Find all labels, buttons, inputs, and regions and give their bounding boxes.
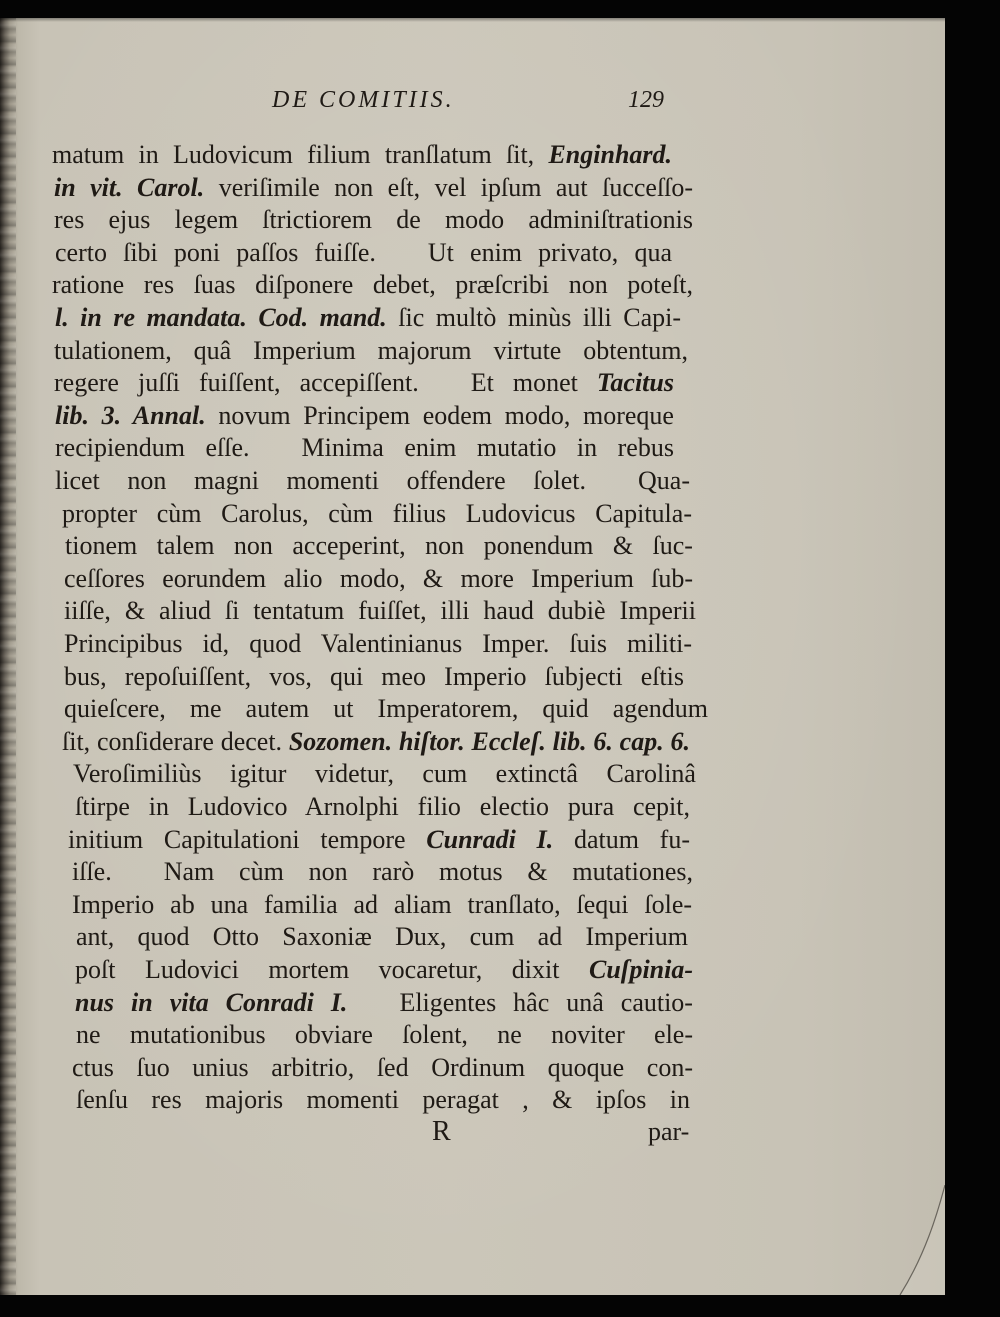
italic-citation: nus in vita Conradi I.: [75, 987, 348, 1017]
text-line-content: [72, 1052, 693, 1085]
text-line: [65, 530, 693, 563]
text-segment: datum fu-: [553, 824, 690, 854]
text-line-content: [72, 889, 692, 922]
text-segment: ant, quod Otto Saxoniæ Dux, cum ad Imperium: [76, 922, 688, 952]
text-line: [72, 856, 693, 889]
text-line: [64, 661, 684, 694]
text-line-content: [76, 921, 688, 954]
text-line: [72, 1052, 693, 1085]
text-segment: veriſimile non eſt, vel ipſum aut ſucceſſo-: [204, 172, 694, 202]
text-segment: certo ſibi poni paſſos fuiſſe. Ut enim privato, qua: [55, 237, 672, 267]
text-segment: ſtirpe in Ludovico Arnolphi filio electio pura cepit,: [75, 792, 690, 821]
text-segment: ſit, conſiderare decet.: [62, 726, 289, 756]
text-line-content: [62, 498, 692, 531]
text-line-content: [62, 726, 690, 759]
running-title: DE COMITIIS.: [272, 87, 455, 113]
text-line: [75, 954, 693, 987]
text-segment: bus, repoſuiſſent, vos, qui meo Imperio ſubjecti eſtis: [64, 661, 685, 691]
text-segment: matum in Ludovicum filium tranſlatum ſit,: [52, 140, 549, 169]
text-line: [54, 367, 674, 400]
text-line-content: [65, 530, 693, 563]
text-line: [55, 237, 672, 270]
text-line-content: [76, 1084, 690, 1117]
text-segment: Imperio ab una familia ad aliam tranſlato, ſequi ſole-: [72, 889, 693, 919]
text-line: [64, 595, 696, 628]
catchword: par-: [648, 1117, 690, 1146]
text-segment: Eligentes hâc unâ cautio-: [347, 987, 693, 1017]
text-line-content: [72, 856, 693, 889]
text-segment: res ejus legem ſtrictiorem de modo adminiſtrationis: [54, 205, 694, 235]
text-line: [73, 758, 696, 791]
text-line-content: [68, 824, 690, 857]
text-line: [55, 432, 674, 465]
italic-citation: Cuſpinia-: [588, 955, 694, 984]
text-line: [55, 465, 690, 498]
text-line-content: [76, 1019, 693, 1052]
text-segment: tionem talem non acceperint, non ponendum & ſuc-: [65, 531, 693, 561]
text-line: [62, 726, 690, 759]
italic-citation: Enginhard.: [548, 140, 673, 169]
text-segment: ratione res ſuas diſponere debet, præſcribi non poteſt,: [52, 270, 694, 300]
italic-citation: lib. 3. Annal.: [55, 400, 206, 430]
text-segment: ſic multò minùs illi Capi-: [386, 303, 681, 332]
text-line-content: [64, 628, 692, 661]
text-segment: Veroſimiliùs igitur videtur, cum extinctâ Carolinâ: [73, 759, 696, 789]
signature-mark: R: [432, 1116, 451, 1147]
text-segment: propter cùm Carolus, cùm filius Ludovicus Capitula-: [62, 498, 692, 528]
text-segment: novum Principem eodem modo, moreque: [205, 400, 674, 430]
text-line-content: [54, 204, 693, 237]
body-text: [0, 18, 945, 1295]
text-line: [55, 400, 674, 433]
text-segment: ceſſores eorundem alio modo, & more Imperium ſub-: [64, 563, 694, 593]
text-line-content: [64, 563, 693, 596]
text-line-content: [55, 302, 681, 335]
text-line-content: [55, 237, 672, 270]
text-segment: Principibus id, quod Valentinianus Imper. ſuis militi-: [64, 629, 692, 658]
text-segment: poſt Ludovici mortem vocaretur, dixit: [75, 955, 589, 984]
text-segment: regere juſſi fuiſſent, accepiſſent. Et monet: [54, 368, 597, 398]
italic-citation: Cunradi I.: [426, 824, 554, 854]
text-line: [75, 791, 690, 824]
text-line: [75, 987, 693, 1020]
text-line-content: [75, 954, 693, 987]
text-line: [68, 824, 690, 857]
text-line-content: [64, 661, 684, 694]
text-line-content: [55, 432, 674, 465]
page-number: 129: [628, 87, 664, 113]
text-segment: iſſe. Nam cùm non rarò motus & mutationes,: [72, 857, 693, 887]
text-line: [54, 172, 693, 205]
italic-citation: l. in re mandata. Cod. mand.: [55, 303, 387, 332]
text-segment: ſenſu res majoris momenti peragat , & ipſos in: [76, 1085, 691, 1115]
text-segment: tulationem, quâ Imperium majorum virtute obtentum,: [54, 335, 689, 365]
text-line-content: [52, 269, 693, 302]
text-line-content: [73, 758, 696, 791]
text-line: [64, 628, 692, 661]
page-corner-fold: [885, 1185, 945, 1295]
text-line: [76, 1019, 693, 1052]
text-segment: licet non magni momenti offendere ſolet. Qua-: [55, 466, 690, 495]
text-line-content: [64, 693, 708, 726]
text-segment: quieſcere, me autem ut Imperatorem, quid agendum: [64, 694, 708, 724]
text-line: [52, 139, 672, 172]
text-line-content: [52, 139, 672, 172]
text-line-content: [75, 987, 693, 1020]
text-segment: iiſſe, & aliud ſi tentatum fuiſſet, illi haud dubiè Imperii: [64, 596, 696, 626]
text-line: [55, 302, 681, 335]
text-line: [72, 889, 692, 922]
italic-citation: Tacitus: [596, 368, 674, 398]
text-line-content: [55, 400, 674, 433]
text-segment: initium Capitulationi tempore: [68, 824, 427, 854]
text-line-content: [54, 335, 688, 368]
italic-citation: Sozomen. hiſtor. Eccleſ. lib. 6. cap. 6.: [288, 726, 691, 756]
text-line: [76, 1084, 690, 1117]
italic-citation: in vit. Carol.: [54, 172, 205, 202]
text-line: [76, 921, 688, 954]
text-segment: ne mutationibus obviare ſolent, ne noviter ele-: [76, 1020, 693, 1050]
text-line: [62, 498, 692, 531]
text-line-content: [64, 595, 696, 628]
text-line-content: [54, 367, 674, 400]
text-line: [64, 693, 708, 726]
text-line: [64, 563, 693, 596]
text-line: [54, 335, 688, 368]
book-page: [0, 18, 945, 1295]
text-segment: ctus ſuo unius arbitrio, ſed Ordinum quoque con-: [72, 1052, 693, 1082]
text-segment: recipiendum eſſe. Minima enim mutatio in rebus: [55, 433, 674, 463]
text-line-content: [75, 791, 690, 824]
text-line-content: [55, 465, 690, 498]
text-line: [54, 204, 693, 237]
text-line: [52, 269, 693, 302]
text-line-content: [54, 172, 693, 205]
